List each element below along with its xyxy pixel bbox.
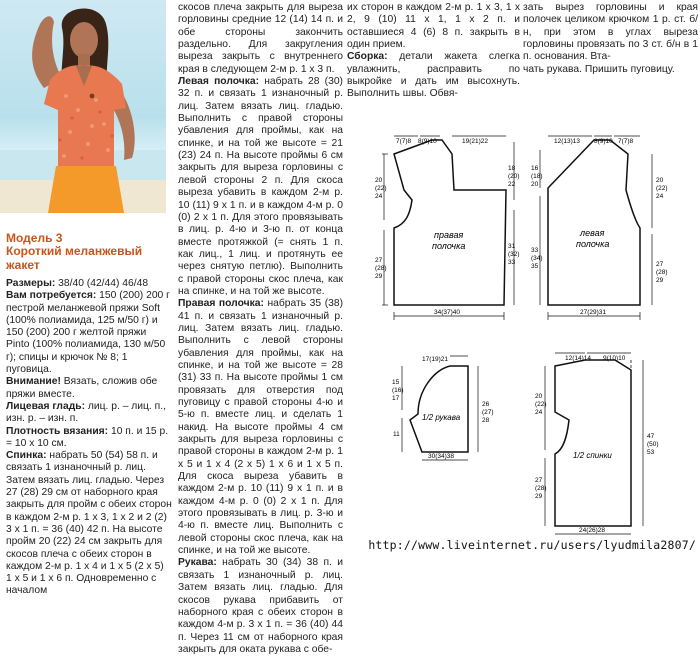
right-front-right-lower [508, 243, 520, 266]
finishing-paragraph [523, 64, 698, 76]
dimension-part: (28) [375, 265, 387, 272]
left-front-side-lower [531, 247, 543, 270]
dimension-part: 15 [392, 379, 400, 386]
back-top-left: 12(14)14 [565, 355, 592, 362]
stitch-text: лиц. р. – лиц. п., изн. р. – изн. п. [6, 400, 166, 425]
right-front-label: Правая полочка: [178, 298, 264, 310]
text-column-4 [523, 2, 698, 76]
materials-label: Вам потребуется: [6, 290, 97, 302]
right-front-outline [394, 140, 506, 305]
sleeve-right [482, 401, 494, 424]
gauge-label: Плотность вязания: [6, 425, 109, 437]
finishing-text: чать рукава. Пришить пуговицу. [523, 63, 675, 75]
dimension-part: 27 [535, 477, 543, 484]
dimension-part: 20 [531, 181, 539, 188]
left-front-paragraph [178, 76, 343, 298]
sleeve-cap-paragraph [347, 2, 520, 51]
dimension-part: 26 [482, 401, 490, 408]
back-bottom: 24(26)28 [579, 527, 606, 534]
sleeve-label: 1/2 рукава [422, 413, 461, 422]
materials-paragraph [6, 290, 172, 376]
dimension-part: 20 [375, 177, 383, 184]
sleeves-paragraph [178, 557, 343, 656]
diagram-left-front [530, 130, 690, 330]
text-column-2 [178, 2, 343, 656]
sleeves-text: набрать 30 (34) 38 п. и связать 1 изнаночный р. лиц. Затем вязать лиц. гладью. Для скосов рукава прибавить от наборного края с обеих сторон в каждом 4-м р. 3 х 1 п. = 36 (40) 44 п. Через 11 см от наборного края закрыть для оката рукава с обе- [178, 557, 343, 655]
left-front-top-left: 12(13)13 [554, 138, 581, 145]
dimension-part: 20 [656, 177, 664, 184]
dimension-part: (50) [647, 441, 659, 448]
attention-paragraph [6, 376, 172, 401]
neckline-text: скосов плеча закрыть для выреза горловины средние 12 (14) 14 п. и обе стороны закончить раздельно. Для закругления выреза закрыть с внутреннего края в следующем 2-м р. 1 х 3 п. [178, 2, 343, 75]
right-front-bottom: 34(37)40 [434, 309, 461, 316]
dimension-part: 20 [535, 393, 543, 400]
dimension-part: (16) [392, 387, 404, 394]
gauge-paragraph [6, 426, 172, 451]
left-front-label: Левая полочка: [178, 76, 260, 88]
neckline-paragraph [178, 2, 343, 76]
sizes-label: Размеры: [6, 278, 56, 289]
edging-text: зать вырез горловины и края полочек целиком крючком 1 р. ст. б/н, при этом в углах выреза горловины провязать по 3 ст. б/н в 1 п. основания. Вта- [523, 2, 698, 63]
left-front-outline [548, 140, 640, 305]
sleeve-bottom: 30(34)38 [428, 453, 455, 460]
dimension-part: 47 [647, 433, 655, 440]
dimension-part: 17 [392, 395, 400, 402]
stitch-paragraph [6, 401, 172, 426]
attention-text: Вязать, сложив обе пряжи вместе. [6, 376, 158, 400]
dimension-part: (22) [535, 401, 547, 408]
assembly-text: детали жакета слегка увлажнить, расправить по выкройке и дать им высохнуть. Выполнить швы. Обвя- [347, 51, 520, 100]
back-outline [555, 360, 631, 526]
model-photo-illustration [0, 0, 166, 213]
left-front-text: набрать 28 (30) 32 п. и связать 1 изнаночный р. лиц. Затем вязать лиц. гладью. Выполнить с правой стороны убавления для проймы, как на спинке, и на той же высоте = 21 (23) 24 п. На высоте проймы 6 см закрыть для выреза горловины с левой стороны 2 п. Для скоса выреза убавить в каждом 2-м р. 10 (11) 9 х 1 п. и в каждом 4-м р. 0 (0) 2 х 1 п. Для этого провязывать в лиц. р. 4-ю и 3-ю п. от конца вместе протяжкой (= снять 1 п. как лиц., 1 лиц. и протянуть ее через снятую петлю). Выполнить с правой стороны скос плеча, как на спинке, и на той же высоте. [178, 76, 343, 297]
dimension-part: 29 [656, 277, 664, 284]
diagram-back [525, 346, 685, 541]
dimension-part: 33 [531, 247, 539, 254]
stitch-label: Лицевая гладь: [6, 400, 85, 412]
sleeve-top: 17(19)21 [422, 356, 449, 363]
left-front-top-right: 7(7)8 [618, 138, 634, 145]
back-label: Спинка: [6, 450, 47, 462]
dimension-part: 24 [375, 193, 383, 200]
model-photo [0, 0, 166, 213]
back-text: набрать 50 (54) 58 п. и связать 1 изнаночный р. лиц. Затем вязать лиц. гладью. Через 27 (28) 29 см от наборного края закрыть для пройм с обеих сторон в каждом 2-м р. 1 х 3, 1 х 2 и 2 (2) 3 х 1 п. = 36 (40) 42 п. На высоте пройм 20 (22) 24 см закрыть для скосов плеча с обеих сторон в каждом 2-м р. 1 х 4 и 1 х 5 (2 х 5) 1 х 5 и 1 х 6 п. Одновременно с началом [6, 450, 172, 597]
dimension-part: 16 [531, 165, 539, 172]
back-paragraph [6, 450, 172, 598]
sleeve-left-lower: 11 [393, 431, 400, 438]
left-front-bottom: 27(29)31 [580, 309, 607, 316]
diagram-right-front [372, 130, 532, 330]
sizes-text: 38/40 (42/44) 46/48 [55, 278, 149, 289]
dimension-part: (20) [508, 173, 520, 180]
dimension-part: (34) [531, 255, 543, 262]
dimension-part: 27 [375, 257, 383, 264]
right-front-label-2: полочка [432, 241, 466, 251]
edging-paragraph [523, 2, 698, 64]
diagram-sleeve [392, 348, 502, 468]
right-front-top-left: 7(7)8 [396, 138, 412, 145]
right-front-text: набрать 35 (38) 41 п. и связать 1 изнаночный р. лиц. Затем вязать лиц. гладью. Выполнить с левой стороны убавления для проймы, как на спинке, и на той же высоте = 28 (31) 33 п. На высоте проймы 1 см провязать для отверстия под пуговицу с правой стороны 4-ю и 5-ю п. вместе лиц. и сделать 1 накид. На высоте проймы 4 см закрыть для выреза горловины с правой стороны в каждом 2-м р. 1 х 5 и 1 х 4 (2 х 5) 1 х 6 и 1 х 5 п. Для скоса выреза убавить в каждом 2-м р. 10 (11) 9 х 1 п. и в каждом 4-м р. 0 (0) 2 х 1 п. Для этого провязывать в лиц. р. 3-ю и 4-ю п. вместе лиц. Выполнить с левой стороны скос плеча, как на спинке, и на той же высоте. [178, 298, 344, 557]
text-column-3 [347, 2, 520, 101]
back-top-right: 9(10)10 [603, 355, 626, 362]
right-front-top-right: 19(21)22 [462, 138, 489, 145]
right-front-label-1: правая [434, 230, 464, 240]
dimension-part: 24 [535, 409, 543, 416]
dimension-part: (22) [656, 185, 668, 192]
left-front-label-2: полочка [576, 239, 610, 249]
right-front-side-upper [375, 177, 387, 200]
left-front-label-1: левая [580, 228, 605, 238]
left-front-right-lower [656, 261, 668, 284]
dimension-part: (27) [482, 409, 494, 416]
attention-label: Внимание! [6, 376, 61, 388]
right-front-paragraph [178, 298, 343, 557]
dimension-part: 53 [647, 449, 655, 456]
sleeve-outline [410, 366, 468, 452]
model-name: Короткий меланжевый жакет [6, 244, 143, 272]
right-front-right-upper [508, 165, 520, 188]
dimension-part: 35 [531, 263, 539, 270]
model-title: Модель 3 [6, 231, 63, 245]
dimension-part: (32) [508, 251, 520, 258]
assembly-paragraph [347, 51, 520, 100]
sizes-paragraph [6, 278, 172, 290]
right-front-side-lower [375, 257, 387, 280]
sleeve-cap-text: их сторон в каждом 2-м р. 1 х 3, 1 х 2, 9 (10) 11 х 1, 1 х 2 п. и оставшиеся 4 (6) 8 п. закрыть в один прием. [347, 2, 520, 51]
left-column [6, 232, 172, 598]
back-label: 1/2 спинки [573, 451, 612, 460]
dimension-part: 22 [508, 181, 516, 188]
watermark-url: http://www.liveinternet.ru/users/lyudmila2807/ [368, 538, 696, 552]
dimension-part: (28) [535, 485, 547, 492]
back-right [647, 433, 659, 456]
dimension-part: 33 [508, 259, 516, 266]
sleeves-label: Рукава: [178, 557, 217, 569]
dimension-part: (28) [656, 269, 668, 276]
gauge-text: 10 п. и 15 р. = 10 х 10 см. [6, 425, 169, 449]
left-front-top-mid: 8(9)10 [594, 138, 613, 145]
dimension-part: 28 [482, 417, 490, 424]
materials-text: 150 (200) 200 г пестрой меланжевой пряжи Soft (100% полиамида, 125 м/50 г) и 150 (200) 200 г желтой пряжи Pinto (100% полиамида, 130 м/50 г); спицы и крючок № 8; 1 пуговица. [6, 290, 170, 376]
assembly-label: Сборка: [347, 51, 388, 63]
left-front-side-upper [531, 165, 543, 188]
dimension-part: 31 [508, 243, 516, 250]
dimension-part: 29 [375, 273, 383, 280]
dimension-part: 24 [656, 193, 664, 200]
dimension-part: (22) [375, 185, 387, 192]
left-front-right-upper [656, 177, 668, 200]
dimension-part: 27 [656, 261, 664, 268]
dimension-part: 18 [508, 165, 516, 172]
dimension-part: (18) [531, 173, 543, 180]
dimension-part: 29 [535, 493, 543, 500]
right-front-top-mid: 8(9)10 [418, 138, 437, 145]
